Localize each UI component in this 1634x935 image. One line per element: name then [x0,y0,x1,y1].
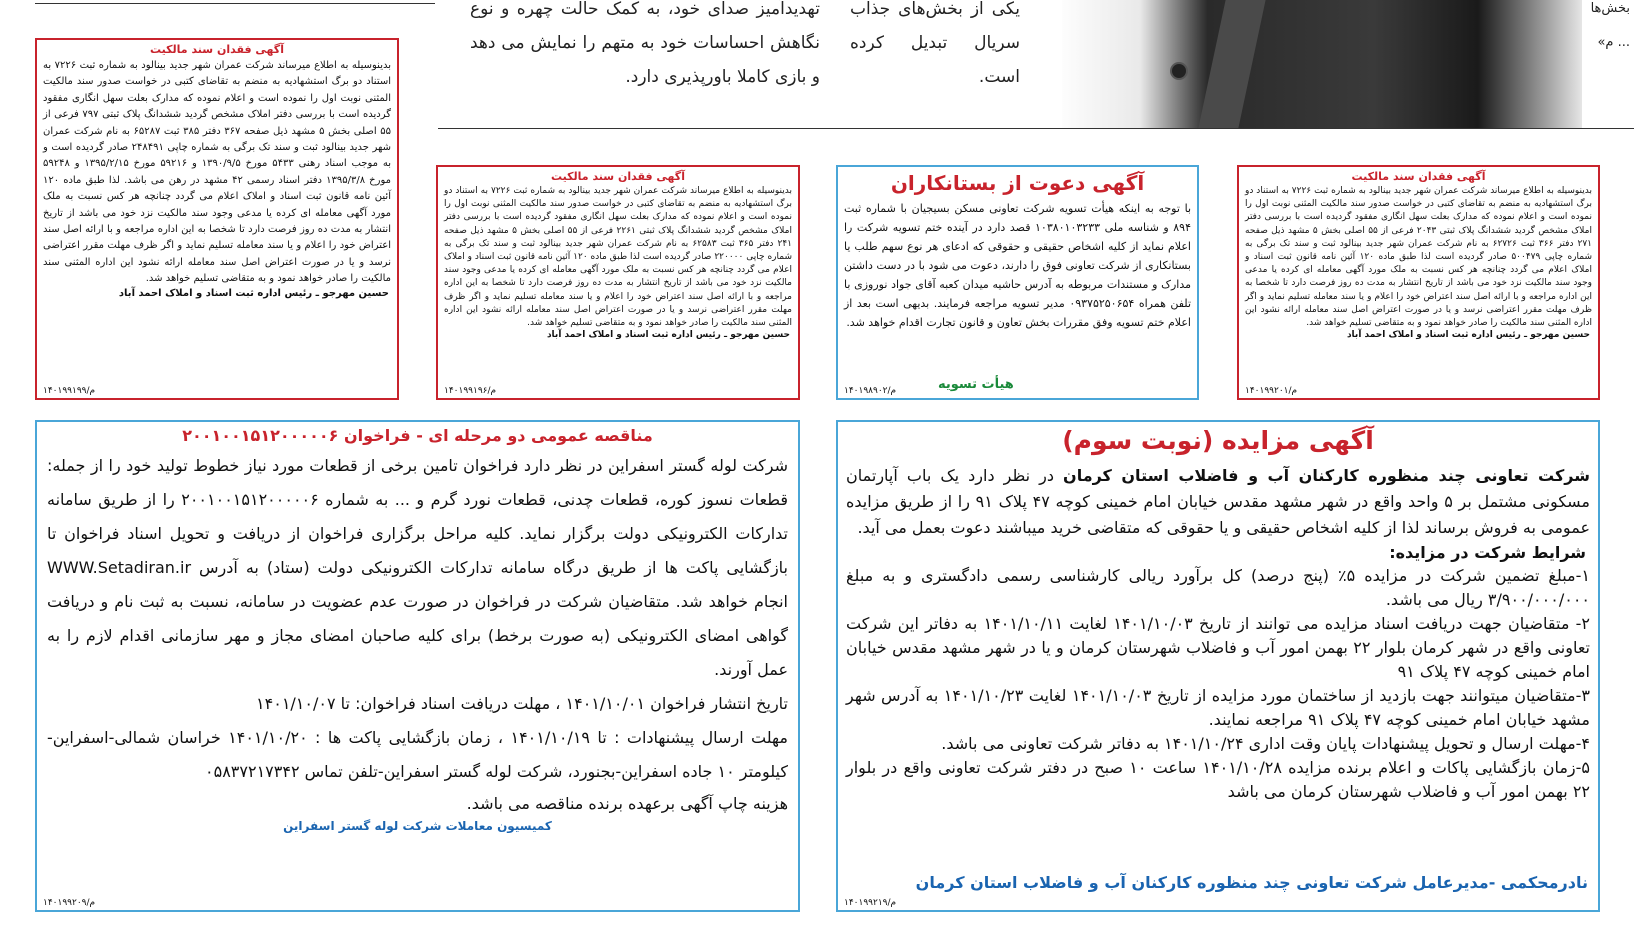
ad-lost-deed-middle [436,165,800,400]
ad-signer: هیأت تسویه [938,377,1014,392]
ad-auction [836,420,1600,912]
auction-intro-text: در نظر دارد یک باب آپارتمان مسکونی مشتمل بر ۵ واحد واقع در شهر مشهد مقدس خیابان امام خمینی کوچه ۴۷ پلاک ۹۱ را از طریق مزایده عمومی به فروش برساند لذا از کلیه اشخاص حقیقی و یا حقوقی که متقاضی خرید میباشند دعوت بعمل می آید. [846,466,1591,537]
ad-title: آگهی فقدان سند مالکیت [150,43,284,56]
ad-title: آگهی دعوت از بستانکاران [890,171,1145,195]
top-article-col1: تهدیدآمیز صدای خود، به کمک حالت چهره و نوع نگاهش احساسات خود به متهم را نمایش می دهد و بازی کاملا باورپذیری دارد. [470,0,820,87]
ad-signer: کمیسیون معاملات شرکت لوله گستر اسفراین [283,819,552,833]
auction-conditions-title: شرایط شرکت در مزایده: [1389,543,1586,562]
ad-title: آگهی فقدان سند مالکیت [1351,170,1486,183]
tender-paragraph-1: شرکت لوله گستر اسفراین در نظر دارد فراخوان تامین برخی از قطعات مورد نیاز خطوط تولید خود را از جمله: قطعات نسوز کوره، قطعات چدنی، قطعات نورد گرم و ... به شماره ۲۰۰۱۰۰۱۵۱۲۰۰۰۰۰۶ را از طریق سامانه تدارکات الکترونیکی دولت برگزار نماید. کلیه مراحل برگزاری فراخوان از دریافت و تحویل اسناد فراخوان تا بازگشایی پاکت ها از طریق درگاه سامانه تدارکات الکترونیکی دولت (ستاد) به آدرس WWW.Setadiran.ir انجام خواهد شد. متقاضیان شرکت در فراخوان در صورت عدم عضویت در سامانه، نسبت به ثبت نام و دریافت گواهی امضای الکترونیکی (به صورت برخط) برای کلیه صاحبان امضای مجاز و مهر سازمانی اقدام لازم را به عمل آورند. [47,456,789,679]
ad-tender [35,420,800,912]
top-article-col2: یکی از بخش‌های جذاب سریال تبدیل کرده است. [850,0,1020,87]
auction-intro [838,463,1598,541]
tender-paragraph-4: هزینه چاپ آگهی برعهده برنده مناقصه می باشد. [466,794,788,813]
tender-paragraph-2: تاریخ انتشار فراخوان ۱۴۰۱/۱۰/۰۱ ، مهلت دریافت اسناد فراخوان: تا ۱۴۰۱/۱۰/۰۷ [256,694,788,713]
photo-lapel [1198,0,1265,128]
auction-condition-2: ۲- متقاضیان جهت دریافت اسناد مزایده می توانند از تاریخ ۱۴۰۱/۱۰/۰۳ لغایت ۱۴۰۱/۱۰/۱۱ به دفاتر این شرکت تعاونی واقع در شهر کرمان بلوار ۲۲ بهمن امور آب و فاضلاب شهرستان کرمان و یا در شهر مشهد مقدس خیابان امام خمینی کوچه ۴۷ پلاک ۹۱ [846,614,1590,681]
ad-code: م/۱۴۰۱۹۹۲۱۹ [844,898,897,908]
ad-code: م/۱۴۰۱۹۸۹۰۲ [844,386,897,396]
ad-code: م/۱۴۰۱۹۹۱۹۶ [444,386,497,396]
ad-code: م/۱۴۰۱۹۹۲۰۹ [43,898,96,908]
ad-body: بدینوسیله به اطلاع میرساند شرکت عمران شهر جدید بینالود به شماره ثبت ۷۲۲۶ به استناد دو برگ استشهادیه به منضم به تقاضای کتبی در خواست صدور سند مالکیت المثنی نوبت اول را نموده است و اعلام نموده که مدارک بعلت سهل انگاری مفقود گردیده است با بررسی دفتر املاک مشخص گردید ششدانگ پلاک ثبتی ۷۹۷ فرعی از ۵۵ اصلی بخش ۵ مشهد ذیل صفحه ۳۶۷ دفتر ۳۸۵ ثبت ۶۵۲۸۷ به نام شرکت عمران شهر جدید بینالود ثبت و سند تک برگی به شماره چاپی ۲۴۸۴۹۱ صادر گردیده است و به موجب اسناد رهنی ۵۴۳۳ مورخ ۱۳۹۰/۹/۵ و ۵۹۲۱۶ مورخ ۱۳۹۵/۲/۱۵ و ۵۹۲۴۸ مورخ ۱۳۹۵/۳/۸ دفتر اسناد رسمی ۴۲ مشهد در رهن می باشد. لذا طبق ماده ۱۲۰ آئین نامه قانون ثبت اسناد و املاک اعلام می گردد چنانچه هر کس نسبت به ملک مورد آگهی معامله ای کرده یا مدعی وجود سند مالکیت نزد خود می باشد از تاریخ انتشار به مدت ده روز فرصت دارد تا شخصا به این اداره مراجعه و با ارائه اصل سند اعتراض خود را اعلام و یا سند معامله تسلیم نماید و اگر ظرف مهلت مقرر اعتراضی نرسد و یا در صورت اعتراض اصل سند معامله ارائه نشود این اداره المثنی سند مالکیت را صادر خواهد نمود و به متقاضی تسلیم خواهد شد. [43,60,392,285]
top-left-rule [35,3,435,4]
auction-condition-3: ۳-متقاضیان میتوانند جهت بازدید از ساختمان مورد مزایده از تاریخ ۱۴۰۱/۱۰/۰۳ لغایت ۱۴۰۱/۱۰/۲۳ به آدرس شهر مشهد خیابان امام خمینی کوچه ۴۷ پلاک ۹۱ مراجعه نمایند. [846,686,1590,729]
ad-signer: حسین مهرجو ـ رئیس اداره ثبت اسناد و املاک احمد آباد [546,330,790,341]
photo-coat-button [1170,62,1188,80]
ad-lost-deed-right [1237,165,1600,400]
ad-body: بدینوسیله به اطلاع میرساند شرکت عمران شهر جدید بینالود به شماره ثبت ۷۲۲۶ به استناد دو برگ استشهادیه به منضم به تقاضای کتبی در خواست صدور سند مالکیت المثنی نوبت اول را نموده است و اعلام نموده که مدارک بعلت سهل انگاری مفقود گردیده است با بررسی دفتر املاک مشخص گردید ششدانگ پلاک ثبتی ۲۰۴۳ فرعی از ۵۵ اصلی بخش ۵ مشهد ذیل صفحه ۲۷۱ دفتر ۳۶۶ ثبت ۶۲۷۲۶ به نام شرکت عمران شهر جدید بینالود ثبت و سند تک برگی به شماره چاپی ۵۰۰۴۷۹ صادر گردیده است لذا طبق ماده ۱۲۰ آئین نامه قانون ثبت اسناد و املاک اعلام می گردد چنانچه هر کس نسبت به ملک مورد آگهی معامله ای کرده یا مدعی وجود سند مالکیت نزد خود می باشد از تاریخ انتشار به مدت ده روز فرصت دارد تا شخصا به این اداره مراجعه و با ارائه اصل سند اعتراض خود را اعلام و یا سند معامله تسلیم نماید و اگر ظرف مهلت مقرر اعتراضی نرسد و یا در صورت اعتراض اصل سند معامله ارائه نشود این اداره المثنی سند مالکیت را صادر خواهد نمود و به متقاضی تسلیم خواهد شد. [1245,186,1593,329]
ad-body: بدینوسیله به اطلاع میرساند شرکت عمران شهر جدید بینالود به شماره ثبت ۷۲۲۶ به استناد دو برگ استشهادیه به منضم به تقاضای کتبی در خواست صدور سند مالکیت المثنی نوبت اول را نموده است و اعلام نموده که مدارک بعلت سهل انگاری مفقود گردیده است با بررسی دفتر املاک مشخص گردید ششدانگ پلاک ثبتی ۲۲۶۱ فرعی از ۵۵ اصلی بخش ۵ مشهد ذیل صفحه ۲۴۱ دفتر ۳۶۵ ثبت ۶۲۵۸۳ به نام شرکت عمران شهر جدید بینالود ثبت و سند تک برگی به شماره چاپی ۲۲۰۰۰۰ صادر گردیده است لذا طبق ماده ۱۲۰ آئین نامه قانون ثبت اسناد و املاک اعلام می گردد چنانچه هر کس نسبت به ملک مورد آگهی معامله ای کرده یا مدعی وجود سند مالکیت نزد خود می باشد از تاریخ انتشار به مدت ده روز فرصت دارد تا شخصا به این اداره مراجعه و با ارائه اصل سند اعتراض خود را اعلام و یا سند معامله تسلیم نماید و اگر ظرف مهلت مقرر اعتراضی نرسد و یا در صورت اعتراض اصل سند معامله ارائه نشود این اداره المثنی سند مالکیت را صادر خواهد نمود و به متقاضی تسلیم خواهد شد. [444,186,793,329]
ad-title: آگهی فقدان سند مالکیت [551,170,685,183]
ad-creditors [836,165,1199,400]
auction-company: شرکت تعاونی چند منظوره کارکنان آب و فاضلاب استان کرمان [1063,466,1590,485]
ad-code: م/۱۴۰۱۹۹۲۰۱ [1245,386,1298,396]
ad-code: م/۱۴۰۱۹۹۱۹۹ [43,386,96,396]
ad-lost-deed-left [35,38,399,400]
ad-signer: حسین مهرجو ـ رئیس اداره ثبت اسناد و املاک احمد آباد [118,287,389,299]
ad-title: آگهی مزایده (نوبت سوم) [1062,426,1374,455]
ad-title: مناقصه عمومی دو مرحله ای - فراخوان ۲۰۰۱۰۰۱۵۱۲۰۰۰۰۰۶ [182,426,653,445]
article-photo [1062,0,1582,128]
ad-signer: نادرمحکمی -مدیرعامل شرکت تعاونی چند منظوره کارکنان آب و فاضلاب استان کرمان [915,873,1588,892]
ad-body: با توجه به اینکه هیأت تسویه شرکت تعاونی مسکن بسیجیان با شماره ثبت ۸۹۴ و شناسه ملی ۱۰۳۸۰۱۰۳۲۳۳ قصد دارد در آینده ختم تسویه شرکت را اعلام نماید از کلیه اشخاص حقیقی و حقوقی که ادعای هر نوع سهم طلب یا بستانکاری از شرکت تعاونی فوق را دارند، دعوت می شود با در دست داشتن مدارک و مستندات مربوطه به آدرس حاشیه میدان کعبه آقای جواد نوروزی با تلفن همراه ۰۹۳۷۵۲۵۰۶۵۴ مدیر تسویه مراجعه فرمایند. بدیهی است بعد از اعلام ختم تسویه وفق مقررات بخش تعاون و قانون تجارت اقدام خواهد شد. [844,202,1192,329]
top-right-rule [438,128,1634,129]
auction-condition-1: ۱-مبلغ تضمین شرکت در مزایده ۵٪ (پنج درصد) کل برآورد ریالی کارشناسی رسمی دادگستری و به مبلغ ۳/۹۰۰/۰۰۰/۰۰۰ ریال می باشد. [846,566,1590,609]
ad-signer: حسین مهرجو ـ رئیس اداره ثبت اسناد و املاک احمد آباد [1346,330,1590,341]
top-article-col3: بخش‌ها ... م» [1590,1,1630,50]
auction-condition-5: ۵-زمان بازگشایی پاکات و اعلام برنده مزایده ۱۴۰۱/۱۰/۲۸ ساعت ۱۰ صبح در دفتر شرکت تعاونی واقع در بلوار ۲۲ بهمن امور آب و فاضلاب شهرستان کرمان می باشد [846,758,1590,801]
tender-paragraph-3: مهلت ارسال پیشنهادات : تا ۱۴۰۱/۱۰/۱۹ ، زمان بازگشایی پاکت ها : ۱۴۰۱/۱۰/۲۰ خراسان شمالی-اسفراین-کیلومتر ۱۰ جاده اسفراین-بجنورد، شرکت لوله گستر اسفراین-تلفن تماس ۰۵۸۳۷۲۱۷۳۴۲ [47,728,788,781]
auction-condition-4: ۴-مهلت ارسال و تحویل پیشنهادات پایان وقت اداری ۱۴۰۱/۱۰/۲۴ به دفاتر شرکت تعاونی می باشد. [941,734,1590,753]
